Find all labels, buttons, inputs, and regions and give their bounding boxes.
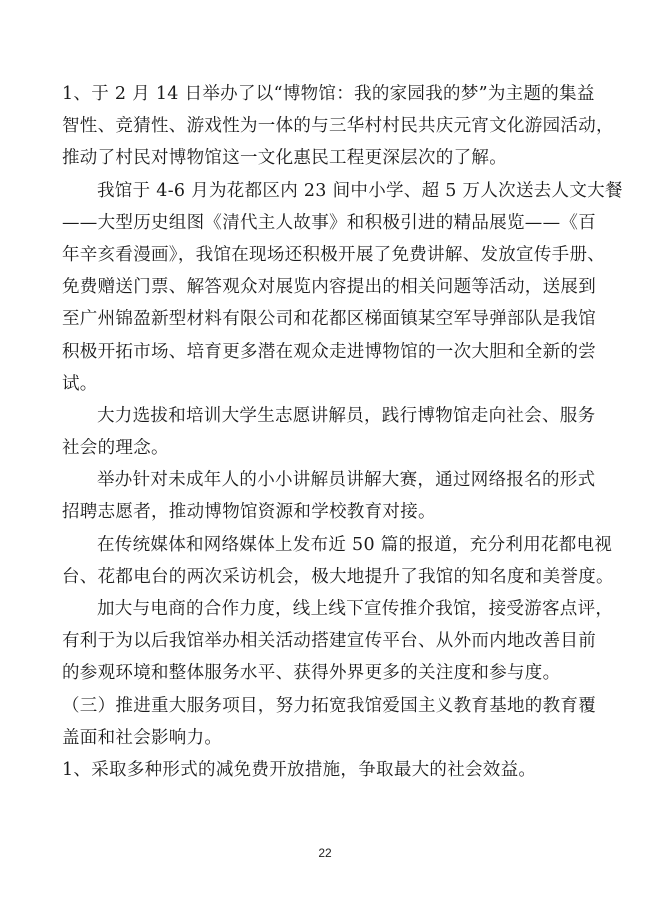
paragraph (62, 690, 596, 754)
paragraph (62, 754, 592, 786)
text-line: 盖面和社会影响力。 (62, 727, 223, 748)
text-line: ——大型历史组图《清代主人故事》和积极引进的精品展览——《百 (62, 212, 596, 233)
text-line: 积极开拓市场、培育更多潜在观众走进博物馆的一次大胆和全新的尝 (62, 341, 596, 362)
text-line: 举办针对未成年人的小小讲解员讲解大赛，通过网络报名的形式 (97, 470, 596, 491)
page-number: 22 (318, 846, 332, 860)
paragraph (62, 175, 623, 400)
text-line: （三）推进重大服务项目，努力拓宽我馆爱国主义教育基地的教育覆 (62, 695, 596, 716)
text-line: 1、采取多种形式的减免费开放措施，争取最大的社会效益。 (62, 759, 537, 780)
text-line: 我馆于 4-6 月为花都区内 23 间中小学、超 5 万人次送去人文大餐 (97, 180, 623, 201)
text-line: 1、于 2 月 14 日举办了以“博物馆：我的家园我的梦”为主题的集益 (62, 84, 595, 104)
text-line: 加大与电商的合作力度，线上线下宣传推介我馆，接受游客点评， (97, 599, 614, 619)
paragraph (62, 593, 614, 690)
text-line: 至广州锦盈新型材料有限公司和花都区梯面镇某空军导弹部队是我馆 (62, 309, 596, 330)
paragraph (62, 529, 614, 593)
text-line: 招聘志愿者，推动博物馆资源和学校教育对接。 (62, 502, 436, 523)
text-line: 试。 (62, 373, 98, 394)
text-line: 免费赠送门票、解答观众对展览内容提出的相关问题等活动，送展到 (62, 277, 596, 298)
document-body (62, 78, 623, 786)
text-line: 推动了村民对博物馆这一文化惠民工程更深层次的了解。 (62, 148, 507, 169)
paragraph (62, 78, 614, 175)
text-line: 有利于为以后我馆举办相关活动搭建宣传平台、从外而内地改善目前 (62, 631, 596, 652)
paragraph (62, 400, 596, 464)
text-line: 智性、竞猜性、游戏性为一体的与三华村村民共庆元宵文化游园活动， (62, 116, 614, 137)
text-line: 台、花都电台的两次采访机会，极大地提升了我馆的知名度和美誉度。 (62, 566, 614, 587)
text-line: 年辛亥看漫画》，我馆在现场还积极开展了免费讲解、发放宣传手册、 (62, 244, 606, 265)
paragraph (62, 464, 596, 528)
text-line: 大力选拔和培训大学生志愿讲解员，践行博物馆走向社会、服务 (97, 405, 596, 426)
text-line: 在传统媒体和网络媒体上发布近 50 篇的报道，充分利用花都电视 (97, 534, 613, 555)
text-line: 社会的理念。 (62, 438, 169, 459)
text-line: 的参观环境和整体服务水平、获得外界更多的关注度和参与度。 (62, 663, 561, 684)
